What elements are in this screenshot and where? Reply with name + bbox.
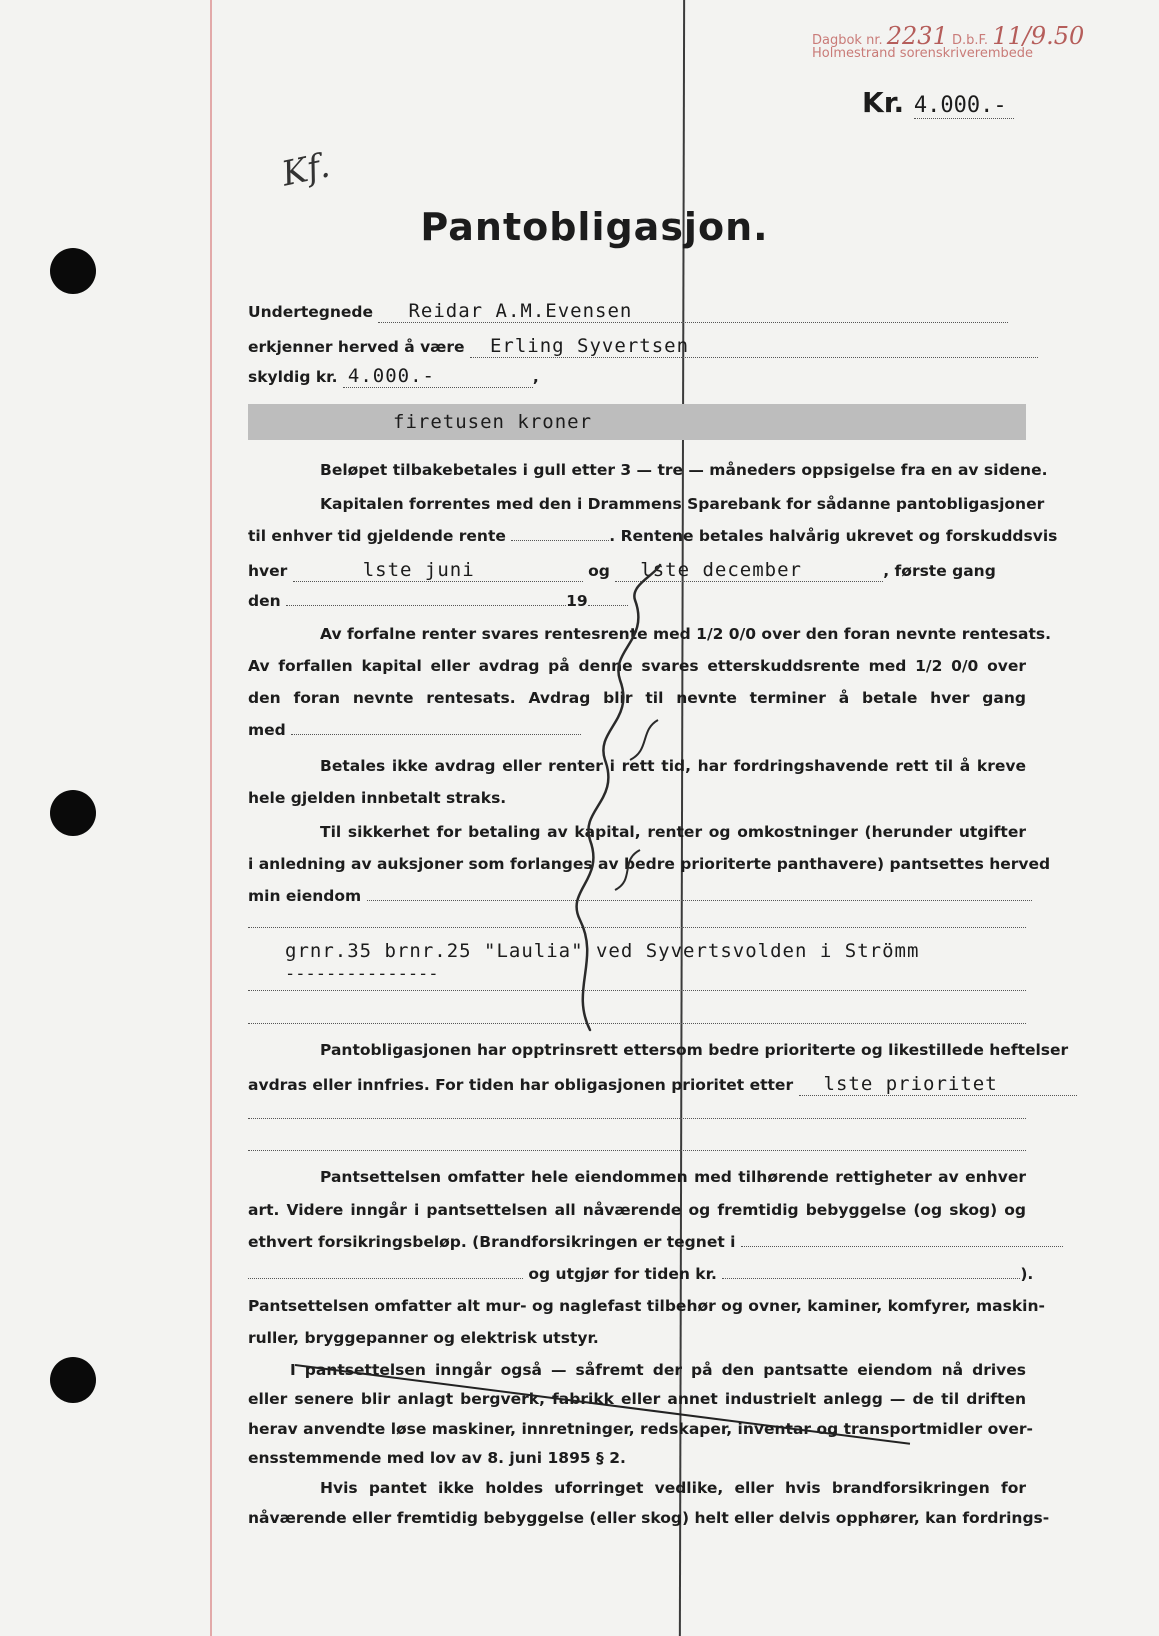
clause-default-2: hele gjelden innbetalt straks. bbox=[248, 789, 507, 807]
row-undertegnede bbox=[248, 300, 1026, 323]
clause-fixtures-2: ruller, bryggepanner og elektrisk utstyr. bbox=[248, 1329, 599, 1347]
den-label: den bbox=[248, 592, 281, 610]
clause-late-interest-2: Av forfallen kapital eller avdrag på denne svares etterskuddsrente med 1/2 0/0 over bbox=[248, 657, 1026, 675]
stamp-mid: D.b.F. bbox=[951, 33, 989, 48]
undertegnede-value: Reidar A.M.Evensen bbox=[408, 300, 633, 322]
skyldig-value: 4.000.- bbox=[347, 365, 435, 387]
clause-repayment: Beløpet tilbakebetales i gull etter 3 — tre — måneders oppsigelse fra en av sidene. bbox=[320, 461, 1048, 479]
rente-after: . Rentene betales halvårig ukrevet og forskuddsvis bbox=[609, 527, 1058, 545]
clause-industry-2: eller senere blir anlagt bergverk, fabrikk eller annet industrielt anlegg — de til driften bbox=[248, 1390, 1026, 1408]
hver-label: hver bbox=[248, 562, 288, 580]
erkjenner-label: erkjenner herved å være bbox=[248, 338, 465, 356]
insurance-amount-label: og utgjør for tiden kr. bbox=[528, 1265, 717, 1283]
clause-priority-1: Pantobligasjonen har opptrinsrett ettersom bedre prioriterte og likestillede heftelser bbox=[320, 1041, 1069, 1059]
clause-maintenance-2: nåværende eller fremtidig bebyggelse (eller skog) helt eller delvis opphører, kan fordrings- bbox=[248, 1509, 1050, 1527]
first-time-label: , første gang bbox=[883, 562, 996, 580]
clause-industry-1: I pantsettelsen inngår også — såfremt der på den pantsatte eiendom nå drives bbox=[290, 1361, 1026, 1379]
clause-industry-4: ensstemmende med lov av 8. juni 1895 § 2. bbox=[248, 1449, 626, 1467]
clause-interest-1: Kapitalen forrentes med den i Drammens Sparebank for sådanne pantobligasjoner bbox=[320, 495, 1045, 513]
erkjenner-value: Erling Syvertsen bbox=[489, 335, 690, 357]
blank-line bbox=[248, 1150, 1026, 1151]
punch-hole-middle bbox=[50, 790, 96, 836]
term-date-2: lste december bbox=[640, 559, 802, 581]
clause-default-1: Betales ikke avdrag eller renter i rett tid, har fordringshavende rett til å kreve bbox=[320, 757, 1026, 775]
row-erkjenner bbox=[248, 335, 1026, 358]
registry-stamp bbox=[812, 22, 1085, 62]
priority-label: avdras eller innfries. For tiden har obligasjonen prioritet etter bbox=[248, 1076, 794, 1094]
clause-scope-4 bbox=[248, 1265, 1034, 1283]
punch-hole-top bbox=[50, 248, 96, 294]
clause-industry-3: herav anvendte løse maskiner, innretninger, redskaper, inventar og transportmidler over- bbox=[248, 1420, 1033, 1438]
clause-scope-2: art. Videre inngår i pantsettelsen all nåværende og fremtidig bebyggelse (og skog) og bbox=[248, 1201, 1026, 1219]
stamp-office: Holmestrand sorenskriverembede bbox=[812, 46, 1033, 61]
undertegnede-label: Undertegnede bbox=[248, 303, 374, 321]
amount-label: Kr. bbox=[862, 86, 905, 119]
clause-security-2: i anledning av auksjoner som forlanges av bedre prioriterte panthavere) pantsettes herved bbox=[248, 855, 1051, 873]
clause-security-1: Til sikkerhet for betaling av kapital, renter og omkostninger (herunder utgifter bbox=[320, 823, 1026, 841]
blank-line bbox=[248, 1118, 1026, 1119]
insurance-end: ). bbox=[1020, 1265, 1034, 1283]
page-title: Pantobligasjon. bbox=[420, 205, 769, 249]
property-dashes: --------------- bbox=[285, 964, 439, 984]
stamp-prefix: Dagbok nr. bbox=[812, 33, 883, 48]
sum-in-words: firetusen kroner bbox=[393, 411, 593, 433]
clause-scope-1: Pantsettelsen omfatter hele eiendommen med tilhørende rettigheter av enhver bbox=[320, 1168, 1026, 1186]
insurance-label: ethvert forsikringsbeløp. (Brandforsikringen er tegnet i bbox=[248, 1233, 736, 1251]
term-date-1: lste juni bbox=[362, 559, 475, 581]
clause-scope-3 bbox=[248, 1233, 1026, 1251]
punch-hole-bottom bbox=[50, 1357, 96, 1403]
handwritten-initials: Kf. bbox=[278, 145, 334, 195]
handwritten-signature bbox=[560, 560, 680, 1040]
clause-late-interest-1: Av forfalne renter svares rentesrente med 1/2 0/0 over den foran nevnte rentesats. bbox=[320, 625, 1052, 643]
stamp-number: 2231 bbox=[886, 22, 948, 50]
rente-label: til enhver tid gjeldende rente bbox=[248, 527, 506, 545]
clause-priority-2 bbox=[248, 1073, 1026, 1096]
stamp-date: 11/9.50 bbox=[992, 22, 1085, 50]
priority-value: lste prioritet bbox=[823, 1073, 998, 1095]
skyldig-suffix: , bbox=[532, 368, 539, 386]
property-value: grnr.35 brnr.25 "Laulia" ved Syvertsvolden i Strömm bbox=[285, 940, 920, 962]
amount-header bbox=[862, 86, 1014, 119]
clause-interest-2 bbox=[248, 527, 1058, 545]
amount-value: 4.000.- bbox=[914, 93, 1014, 119]
skyldig-label: skyldig kr. bbox=[248, 368, 338, 386]
clause-maintenance-1: Hvis pantet ikke holdes uforringet vedlike, eller hvis brandforsikringen for bbox=[320, 1479, 1026, 1497]
med-label: med bbox=[248, 721, 286, 739]
eiendom-label: min eiendom bbox=[248, 887, 362, 905]
sum-in-words-bar bbox=[248, 404, 1026, 440]
og-label: og bbox=[588, 562, 610, 580]
year-prefix: 19 bbox=[566, 592, 588, 610]
row-skyldig bbox=[248, 365, 1026, 388]
clause-late-interest-3: den foran nevnte rentesats. Avdrag blir til nevnte terminer å betale hver gang bbox=[248, 689, 1026, 707]
clause-fixtures-1: Pantsettelsen omfatter alt mur- og naglefast tilbehør og ovner, kaminer, komfyrer, maskin- bbox=[248, 1297, 1045, 1315]
